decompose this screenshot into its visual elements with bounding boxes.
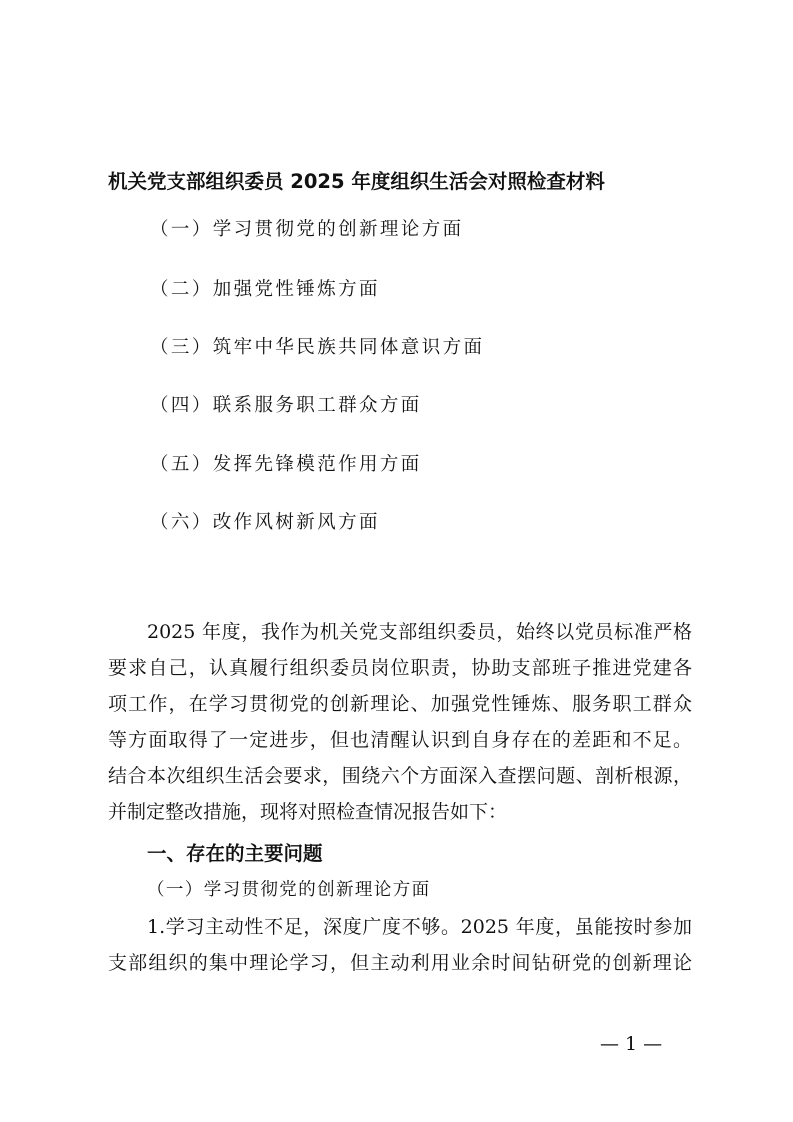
toc-item-3: （三）筑牢中华民族共同体意识方面 [150, 337, 485, 358]
intro-paragraph [108, 614, 692, 830]
intro-line: 结合本次组织生活会要求，围绕六个方面深入查摆问题、剖析根源， [108, 765, 692, 787]
toc-item-4: （四）联系服务职工群众方面 [150, 395, 422, 416]
intro-line: 并制定整改措施，现将对照检查情况报告如下： [108, 801, 508, 823]
point-line: 支部组织的集中理论学习，但主动利用业余时间钻研党的创新理论 [108, 952, 692, 974]
page-number: — 1 — [600, 1033, 663, 1055]
intro-line: 要求自己，认真履行组织委员岗位职责，协助支部班子推进党建各 [108, 657, 692, 679]
point-line: 1.学习主动性不足，深度广度不够。2025 年度，虽能按时参加 [147, 916, 692, 938]
toc-item-5: （五）发挥先锋模范作用方面 [150, 454, 422, 475]
point-paragraph [108, 909, 692, 981]
toc-item-2: （二）加强党性锤炼方面 [150, 279, 380, 300]
intro-line: 2025 年度，我作为机关党支部组织委员，始终以党员标准严格 [147, 621, 692, 643]
intro-line: 项工作，在学习贯彻党的创新理论、加强党性锤炼、服务职工群众 [108, 693, 692, 715]
toc-item-1: （一）学习贯彻党的创新理论方面 [150, 219, 464, 240]
document-title: 机关党支部组织委员 2025 年度组织生活会对照检查材料 [108, 170, 605, 193]
section-heading: 一、存在的主要问题 [147, 842, 323, 865]
toc-item-6: （六）改作风树新风方面 [150, 512, 380, 533]
intro-line: 等方面取得了一定进步，但也清醒认识到自身存在的差距和不足。 [108, 729, 692, 751]
subsection-heading: （一）学习贯彻党的创新理论方面 [147, 880, 431, 900]
